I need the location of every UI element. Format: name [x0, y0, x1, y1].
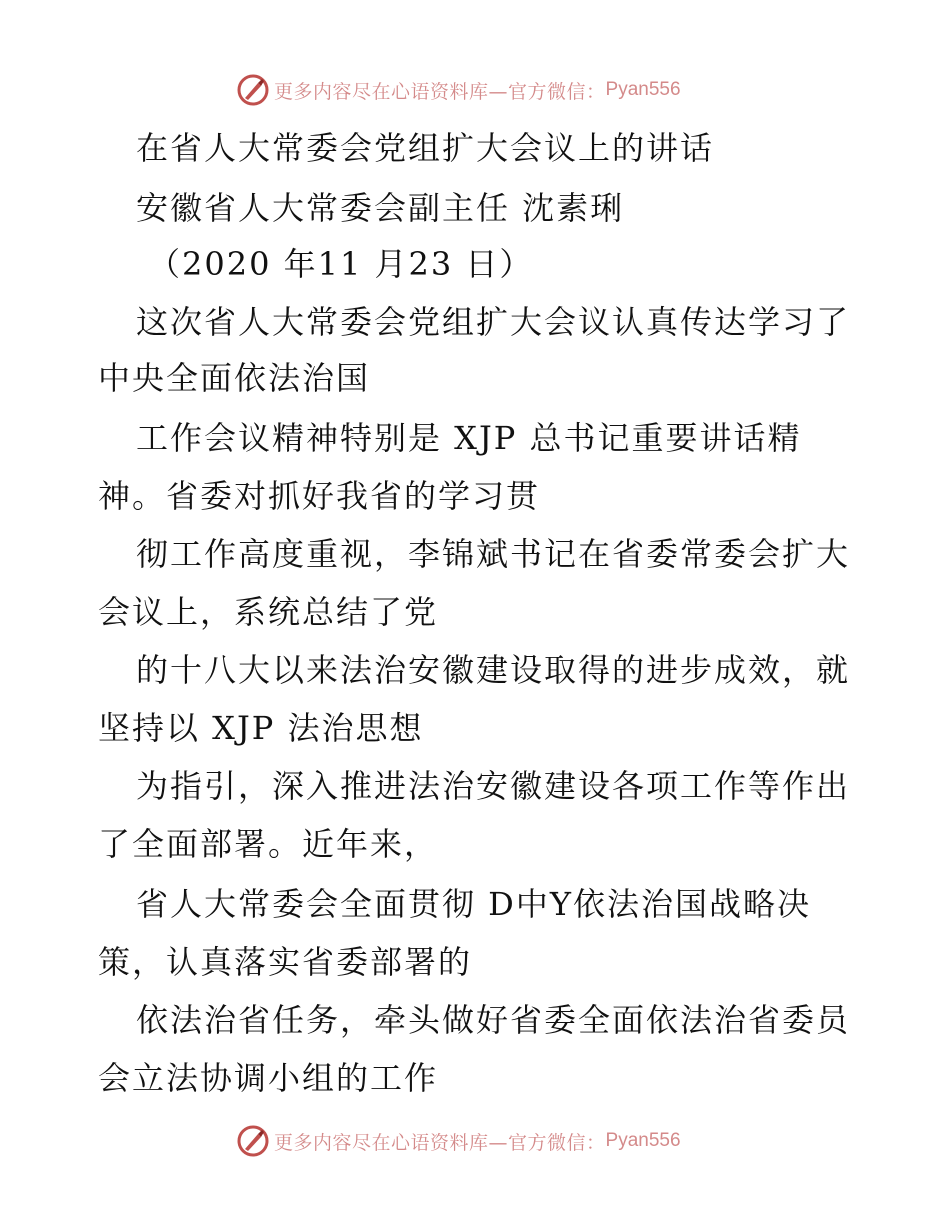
- body-line: 为指引，深入推进法治安徽建设各项工作等作出: [136, 767, 851, 805]
- watermark-text: 更多内容尽在心语资料库—官方微信：: [274, 80, 606, 103]
- body-line: 坚持以 XJP 法治思想: [98, 709, 424, 747]
- speech-date: （2020 年11 月23 日）: [148, 245, 534, 283]
- body-line: 策，认真落实省委部署的: [98, 943, 473, 981]
- body-line: 会立法协调小组的工作: [98, 1059, 439, 1097]
- body-line: 了全面部署。近年来，: [98, 825, 439, 863]
- speech-title: 在省人大常委会党组扩大会议上的讲话: [136, 129, 715, 167]
- body-line: 依法治省任务，牵头做好省委全面依法治省委员: [136, 1001, 851, 1039]
- pen-logo-icon: [236, 1124, 270, 1158]
- watermark-header: [236, 73, 681, 107]
- body-line: 这次省人大常委会党组扩大会议认真传达学习了: [136, 303, 851, 341]
- body-line: 工作会议精神特别是 XJP 总书记重要讲话精: [136, 419, 802, 457]
- watermark-wechat-id: Pyan556: [605, 79, 681, 100]
- body-line: 会议上，系统总结了党: [98, 593, 439, 631]
- watermark-wechat-id: Pyan556: [605, 1130, 681, 1151]
- body-line: 中央全面依法治国: [98, 359, 371, 397]
- watermark-footer: [236, 1124, 681, 1158]
- body-line: 神。省委对抓好我省的学习贯: [98, 477, 541, 515]
- speaker-line: 安徽省人大常委会副主任 沈素琍: [136, 189, 625, 227]
- pen-logo-icon: [236, 73, 270, 107]
- body-line: 的十八大以来法治安徽建设取得的进步成效，就: [136, 651, 851, 689]
- body-line: 彻工作高度重视，李锦斌书记在省委常委会扩大: [136, 535, 851, 573]
- watermark-text: 更多内容尽在心语资料库—官方微信：: [274, 1131, 606, 1154]
- body-line: 省人大常委会全面贯彻 D中Y依法治国战略决: [136, 885, 811, 923]
